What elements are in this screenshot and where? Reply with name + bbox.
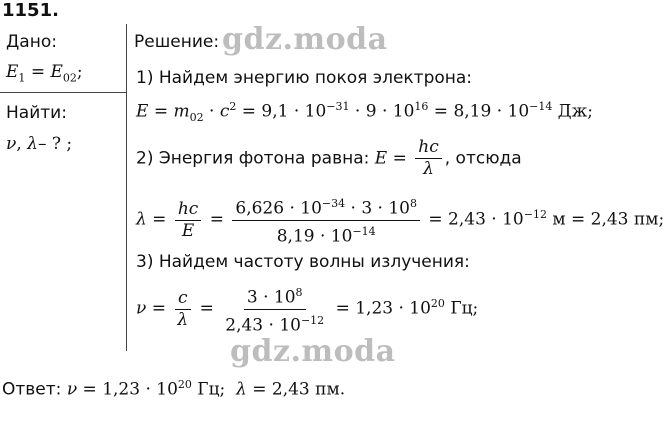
given-divider <box>0 92 126 93</box>
step-1: 1) Найдем энергию покоя электрона: <box>136 68 473 88</box>
equation-2: λ = $\frac{hc}{E}$ = $\frac{6,626 \cdot 10^{-34} \cdot 3 \cdot 10^8}{8,19 \cdot 10^{-14}}$ = $2,43 \cdot 10^{-12}$ м = 2,43 пм; <box>136 194 664 246</box>
answer-line: Ответ: $\nu = 1,23 \cdot 10^{20}$ Гц; λ = 2,43 пм. <box>2 378 346 400</box>
given-label: Дано: <box>6 32 57 52</box>
problem-number: 1151. <box>2 0 59 21</box>
find-equation: ν, λ– ? ; <box>6 134 73 154</box>
solution-label: Решение: <box>134 32 220 52</box>
given-equation: $E_1 = E_{02}$; <box>6 62 83 85</box>
column-divider <box>126 24 127 351</box>
equation-1: $E = m_{02} \cdot c^2 = 9,1 \cdot 10^{-31} \cdot 9 \cdot 10^{16} = 8,19 \cdot 10^{-14}$ Дж; <box>136 100 593 125</box>
find-label: Найти: <box>6 103 67 123</box>
step-3: 3) Найдем частоту волны излучения: <box>136 252 470 272</box>
step-2: 2) Энергия фотона равна: E = $\frac{hc}{\lambda}$ , отсюда <box>136 137 522 179</box>
equation-3: ν = $\frac{c}{\lambda}$ = $\frac{3 \cdot 10^8}{2,43 \cdot 10^{-12}}$ = $1,23 \cdot 10^{20}$ Гц; <box>136 283 478 335</box>
watermark-bottom: gdz.moda <box>230 334 396 369</box>
watermark-top: gdz.moda <box>222 22 388 57</box>
